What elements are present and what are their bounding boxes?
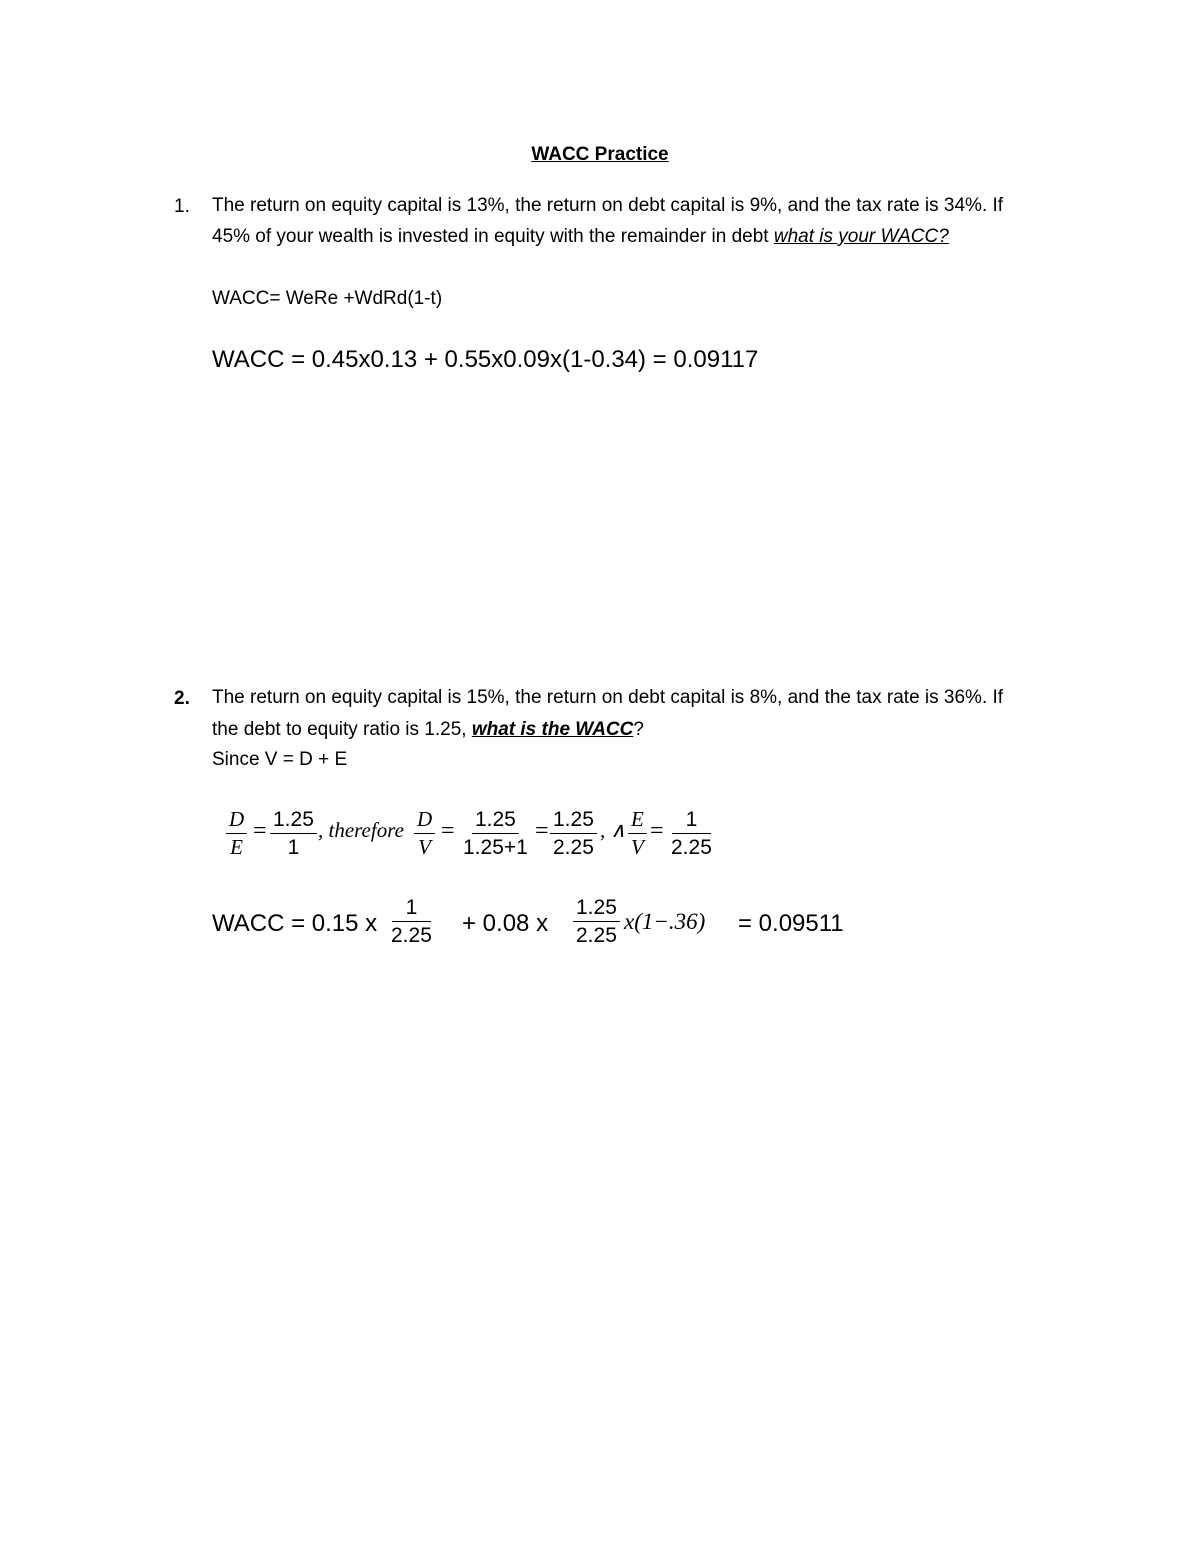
question-2-number: 2. [174,688,190,709]
answer-part-2: + 0.08 x [462,910,549,937]
fraction-1-25-over-2-25 [550,806,597,861]
debt-weight-fraction [573,894,620,949]
question-2-line-2-text: the debt to equity ratio is 1.25, [212,719,472,740]
fraction-d-over-v [414,806,435,861]
equals-sign: = [253,818,267,844]
denominator: 1.25+1 [463,836,528,859]
question-1-line-2 [212,221,949,252]
numerator: 1.25 [472,806,519,834]
question-1-number: 1. [174,196,190,217]
question-1-prompt: what is your WACC? [773,226,949,247]
equals-sign: = [441,818,455,844]
question-2-prompt: what is the WACC [471,719,634,740]
and-symbol: , ∧ [600,818,626,842]
denominator: 2.25 [553,836,594,859]
denominator: E [230,835,243,859]
therefore-text: , therefore [318,818,404,842]
fraction-e-over-v [628,806,647,861]
numerator: E [628,806,647,834]
numerator: 1 [672,806,712,834]
fraction-1-25-over-1 [270,806,317,861]
denominator: 1 [287,836,300,859]
question-2-line-1: The return on equity capital is 15%, the return on debt capital is 8%, and the tax rate is 36%. If [212,687,1004,708]
question-2-line-2-suffix: ? [633,719,644,740]
question-2-line-3: Since V = D + E [212,749,348,770]
question-1-answer: WACC = 0.45x0.13 + 0.55x0.09x(1-0.34) = 0.09117 [212,346,759,373]
fraction-1-over-2-25 [668,806,715,861]
tax-shield-term: x(1−.36) [624,909,706,934]
numerator: 1 [392,894,432,922]
denominator: V [631,835,644,859]
numerator: 1.25 [573,894,620,922]
denominator: V [418,835,431,859]
numerator: D [226,806,247,834]
equals-sign: = [650,818,664,844]
fraction-d-over-e [226,806,247,861]
question-2-line-2 [212,714,644,745]
equals-sign: = [535,818,549,844]
numerator: 1.25 [550,806,597,834]
question-1-line-1: The return on equity capital is 13%, the return on debt capital is 9%, and the tax rate is 34%. If [212,195,1004,216]
answer-result: = 0.09511 [738,910,844,937]
numerator: D [414,806,435,834]
equity-weight-fraction [388,894,435,949]
page-title: WACC Practice [531,144,669,165]
denominator: 2.25 [671,836,712,859]
denominator: 2.25 [576,924,617,947]
numerator: 1.25 [270,806,317,834]
denominator: 2.25 [391,924,432,947]
question-1-formula: WACC= WeRe +WdRd(1-t) [212,288,443,309]
question-1-line-2-text: 45% of your wealth is invested in equity with the remainder in debt [212,226,774,247]
fraction-1-25-over-2-25-sum [460,806,531,861]
answer-part-1: WACC = 0.15 x [212,910,378,937]
